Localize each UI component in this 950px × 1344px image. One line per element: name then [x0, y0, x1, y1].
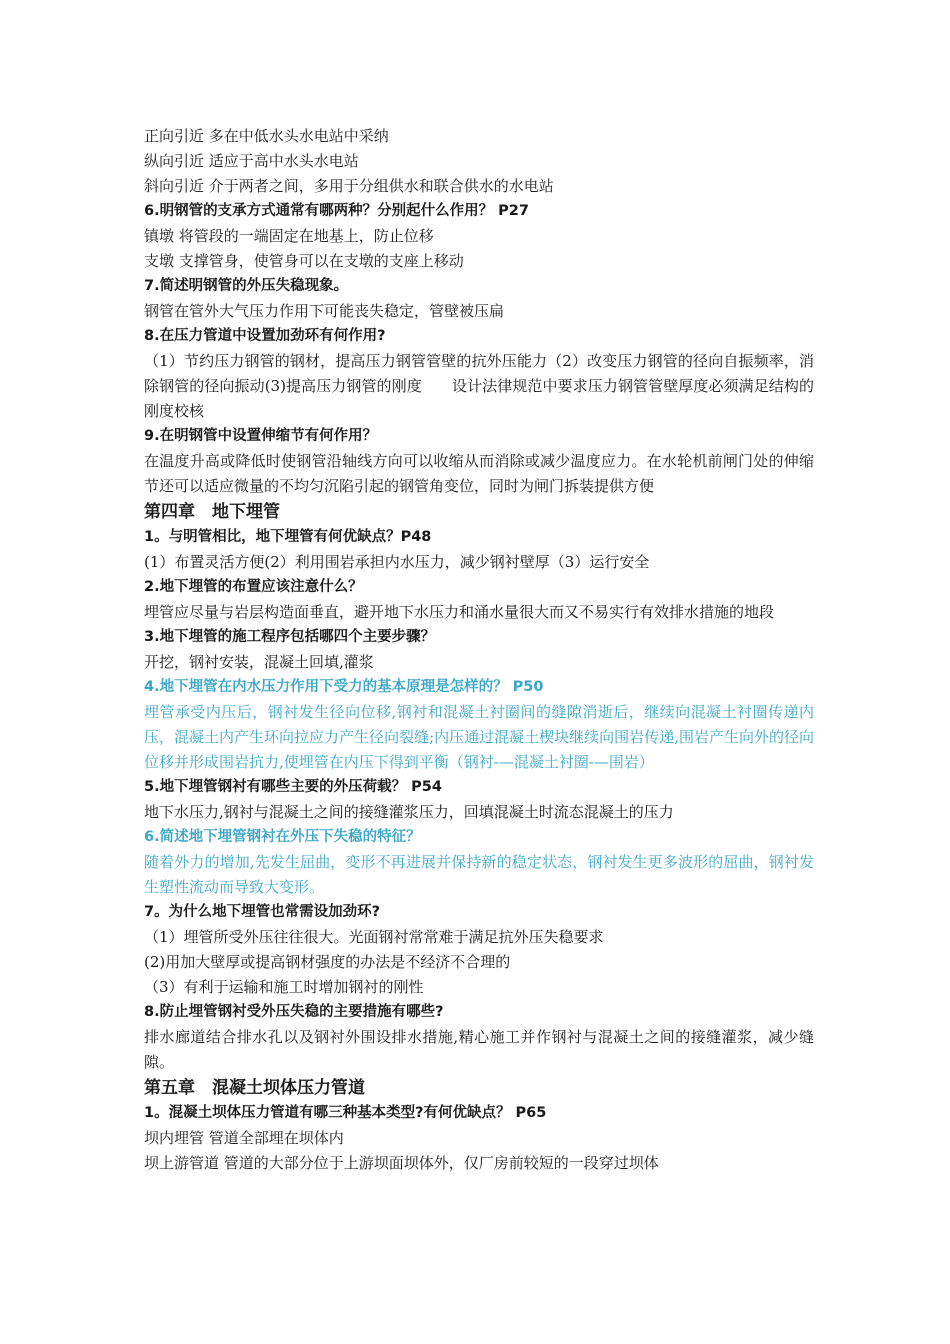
text-line: 坝上游管道 管道的大部分位于上游坝面坝体外，仅厂房前较短的一段穿过坝体: [144, 1154, 659, 1172]
text-line: （1）埋管所受外压往往很大。光面钢衬常常难于满足抗外压失稳要求: [144, 928, 604, 946]
text-line: 正向引近 多在中低水头水电站中采纳: [144, 127, 389, 145]
text-line: 纵向引近 适应于高中水头水电站: [144, 152, 359, 170]
question-heading: 7。为什么地下埋管也常需设加劲环?: [144, 904, 380, 920]
text-line: 斜向引近 介于两者之间，多用于分组供水和联合供水的水电站: [144, 177, 554, 195]
question-heading: 1。与明管相比，地下埋管有何优缺点？P48: [144, 529, 432, 545]
text-line: 镇墩 将管段的一端固定在地基上，防止位移: [144, 227, 434, 245]
text-line: 开挖，钢衬安装，混凝土回填,灌浆: [144, 653, 374, 671]
answer-paragraph: 在温度升高或降低时使钢管沿轴线方向可以收缩从而消除或减少温度应力。在水轮机前闸门处的伸缩节还可以适应微量的不均匀沉陷引起的钢管角变位，同时为闸门拆装提供方便: [144, 452, 814, 495]
question-heading: 8.防止埋管钢衬受外压失稳的主要措施有哪些?: [144, 1004, 444, 1020]
answer-paragraph: （1）节约压力钢管的钢材，提高压力钢管管壁的抗外压能力（2）改变压力钢管的径向自振频率，消除钢管的径向振动(3)提高压力钢管的刚度 设计法律规范中要求压力钢管管壁厚度必须满足结构的刚度校核: [144, 352, 814, 420]
text-line: 坝内埋管 管道全部埋在坝体内: [144, 1129, 344, 1147]
answer-paragraph-highlighted: 埋管承受内压后，钢衬发生径向位移,钢衬和混凝土衬圈间的缝隙消逝后，继续向混凝土衬圈传递内压，混凝土内产生环向拉应力产生径向裂缝;内压通过混凝土楔块继续向围岩传递,围岩产生向外的径向位移并形成围岩抗力,使埋管在内压下得到平衡（钢衬-—混凝土衬圈-—围岩）: [144, 703, 814, 771]
question-heading: 7.简述明钢管的外压失稳现象。: [144, 278, 349, 294]
question-heading-highlighted: 6.简述地下埋管钢衬在外压下失稳的特征？: [144, 829, 421, 845]
question-heading: 3.地下埋管的施工程序包括哪四个主要步骤？: [144, 629, 436, 645]
answer-paragraph: 埋管应尽量与岩层构造面垂直，避开地下水压力和涌水量很大而又不易实行有效排水措施的地段: [144, 603, 775, 621]
text-line: 钢管在管外大气压力作用下可能丧失稳定，管壁被压扁: [144, 302, 505, 320]
text-line: (1）布置灵活方便(2）利用围岩承担内水压力，减少钢衬壁厚（3）运行安全: [144, 553, 650, 571]
question-heading: 1。混凝土坝体压力管道有哪三种基本类型?有何优缺点？ P65: [144, 1105, 547, 1121]
text-line: （3）有利于运输和施工时增加钢衬的刚性: [144, 978, 424, 996]
chapter-heading: 第五章 混凝土坝体压力管道: [144, 1078, 365, 1098]
question-heading-highlighted: 4.地下埋管在内水压力作用下受力的基本原理是怎样的？ P50: [144, 679, 544, 695]
text-line: (2)用加大壁厚或提高钢材强度的办法是不经济不合理的: [144, 953, 511, 971]
question-heading: 8.在压力管道中设置加劲环有何作用?: [144, 328, 386, 344]
text-line: 支墩 支撑管身，使管身可以在支墩的支座上移动: [144, 252, 464, 270]
question-heading: 6.明钢管的支承方式通常有哪两种？分别起什么作用？ P27: [144, 203, 529, 219]
answer-paragraph-highlighted: 随着外力的增加,先发生屈曲，变形不再进展并保持新的稳定状态，钢衬发生更多波形的屈曲，钢衬发生塑性流动而导致大变形。: [144, 853, 814, 896]
question-heading: 5.地下埋管钢衬有哪些主要的外压荷载？ P54: [144, 779, 442, 795]
document-page: [144, 124, 814, 1176]
question-heading: 2.地下埋管的布置应该注意什么？: [144, 579, 363, 595]
chapter-heading: 第四章 地下埋管: [144, 502, 280, 522]
text-line: 地下水压力,钢衬与混凝土之间的接缝灌浆压力，回填混凝土时流态混凝土的压力: [144, 803, 674, 821]
question-heading: 9.在明钢管中设置伸缩节有何作用？: [144, 428, 378, 444]
answer-paragraph: 排水廊道结合排水孔以及钢衬外围设排水措施,精心施工并作钢衬与混凝土之间的接缝灌浆，减少缝隙。: [144, 1028, 814, 1071]
